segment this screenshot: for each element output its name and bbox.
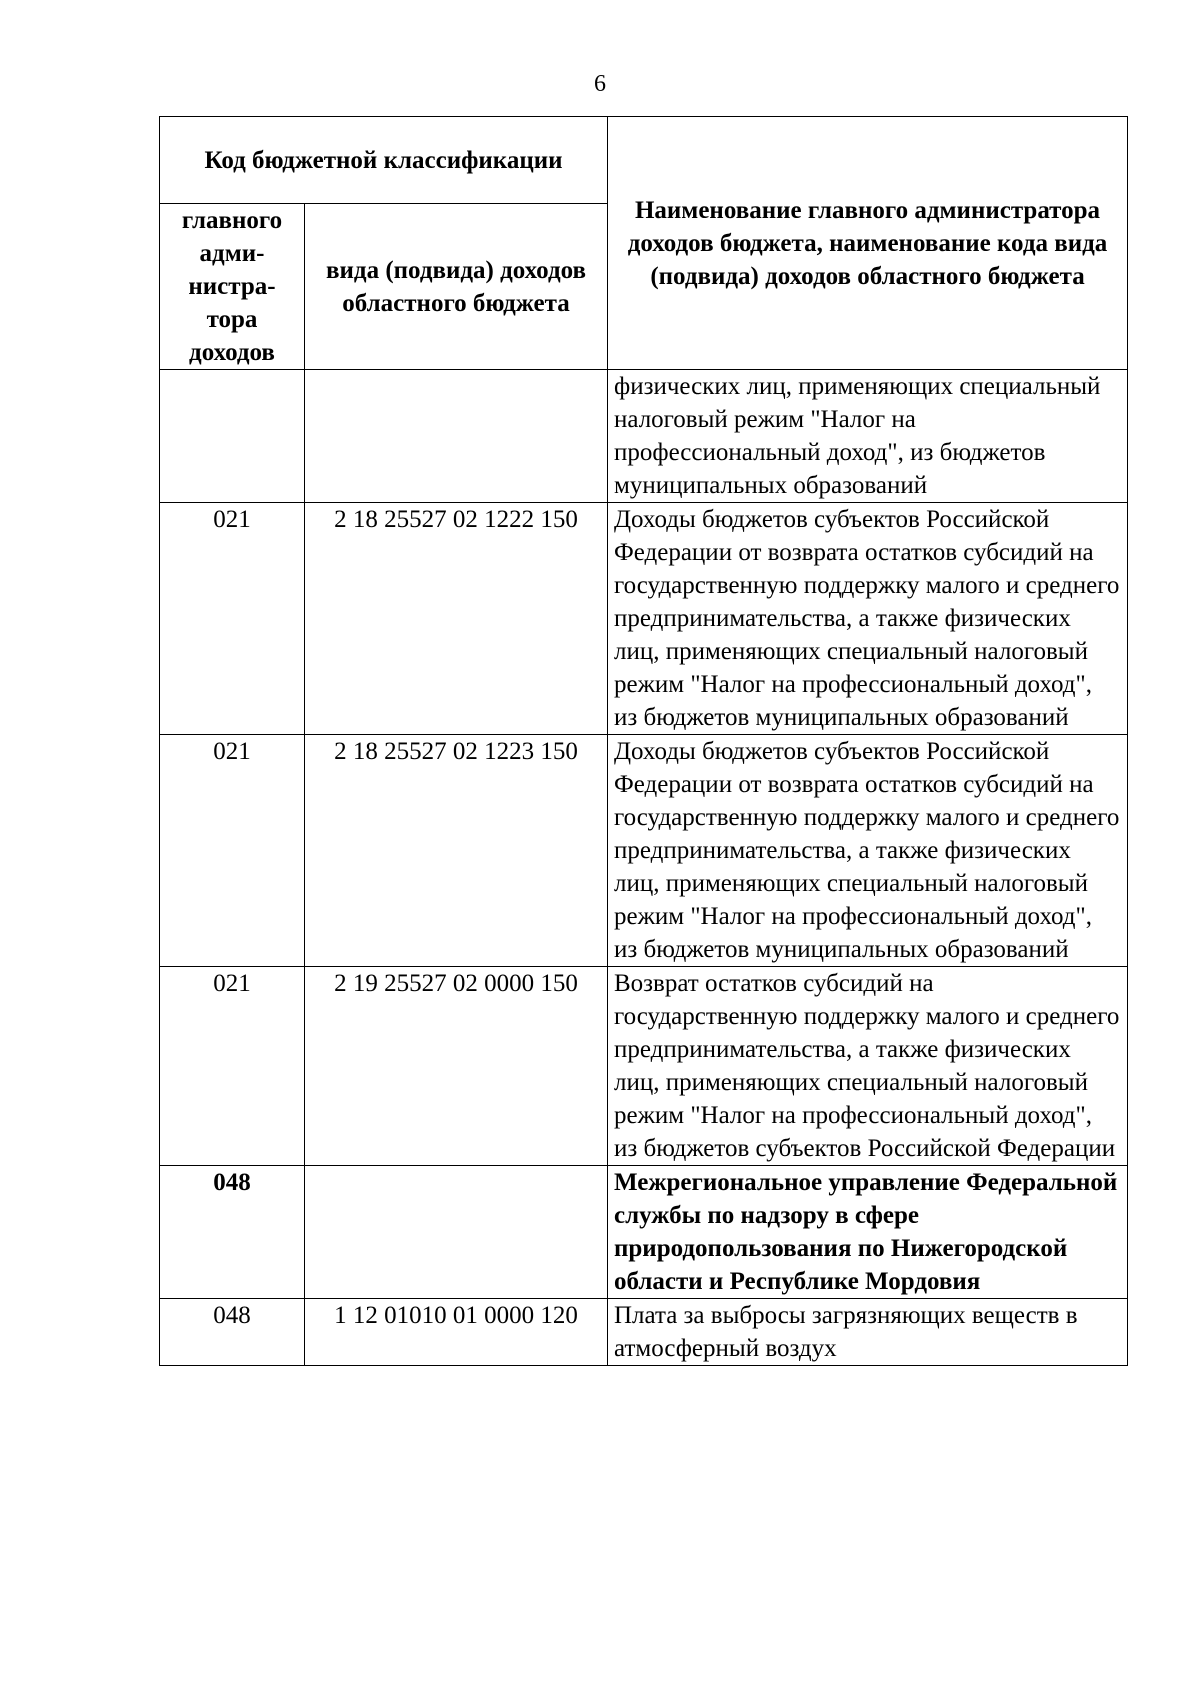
revenue-name-cell: Плата за выбросы загрязняющих веществ в атмосферный воздух — [608, 1299, 1128, 1366]
admin-code-cell: 048 — [160, 1166, 305, 1299]
revenue-code-cell — [305, 370, 608, 503]
admin-code-cell — [160, 370, 305, 503]
header-budget-classification-code: Код бюджетной классификации — [160, 117, 608, 204]
table-row — [160, 1166, 1128, 1299]
revenue-name-cell: Межрегиональное управление Федеральной службы по надзору в сфере природопользования по Нижегородской области и Республике Мордовия — [608, 1166, 1128, 1299]
table-body — [160, 370, 1128, 1366]
admin-code-cell: 021 — [160, 735, 305, 967]
revenue-name-cell: Возврат остатков субсидий на государственную поддержку малого и среднего предпринимательства, а также физических лиц, применяющих специальный налоговый режим "Налог на профессиональный доход", из бюджетов субъектов Российской Федерации — [608, 967, 1128, 1166]
revenue-name-cell: Доходы бюджетов субъектов Российской Федерации от возврата остатков субсидий на государственную поддержку малого и среднего предпринимательства, а также физических лиц, применяющих специальный налоговый режим "Налог на профессиональный доход", из бюджетов муниципальных образований — [608, 735, 1128, 967]
header-name-column: Наименование главного администратора доходов бюджета, наименование кода вида (подвида) доходов областного бюджета — [608, 117, 1128, 370]
table-row — [160, 370, 1128, 503]
header-admin-column: главного адми- нистра- тора доходов — [160, 204, 305, 370]
admin-code-cell: 048 — [160, 1299, 305, 1366]
revenue-name-cell: Доходы бюджетов субъектов Российской Федерации от возврата остатков субсидий на государственную поддержку малого и среднего предпринимательства, а также физических лиц, применяющих специальный налоговый режим "Налог на профессиональный доход", из бюджетов муниципальных образований — [608, 503, 1128, 735]
table-row — [160, 967, 1128, 1166]
budget-classification-table — [159, 116, 1128, 1366]
revenue-code-cell — [305, 1166, 608, 1299]
revenue-code-cell: 2 19 25527 02 0000 150 — [305, 967, 608, 1166]
revenue-code-cell: 1 12 01010 01 0000 120 — [305, 1299, 608, 1366]
page-number: 6 — [594, 71, 606, 97]
admin-code-cell: 021 — [160, 503, 305, 735]
table-row — [160, 503, 1128, 735]
table-row — [160, 735, 1128, 967]
revenue-code-cell: 2 18 25527 02 1223 150 — [305, 735, 608, 967]
admin-code-cell: 021 — [160, 967, 305, 1166]
revenue-name-cell: физических лиц, применяющих специальный налоговый режим "Налог на профессиональный доход", из бюджетов муниципальных образований — [608, 370, 1128, 503]
revenue-code-cell: 2 18 25527 02 1222 150 — [305, 503, 608, 735]
table-row — [160, 1299, 1128, 1366]
header-code-column: вида (подвида) доходов областного бюджета — [305, 204, 608, 370]
